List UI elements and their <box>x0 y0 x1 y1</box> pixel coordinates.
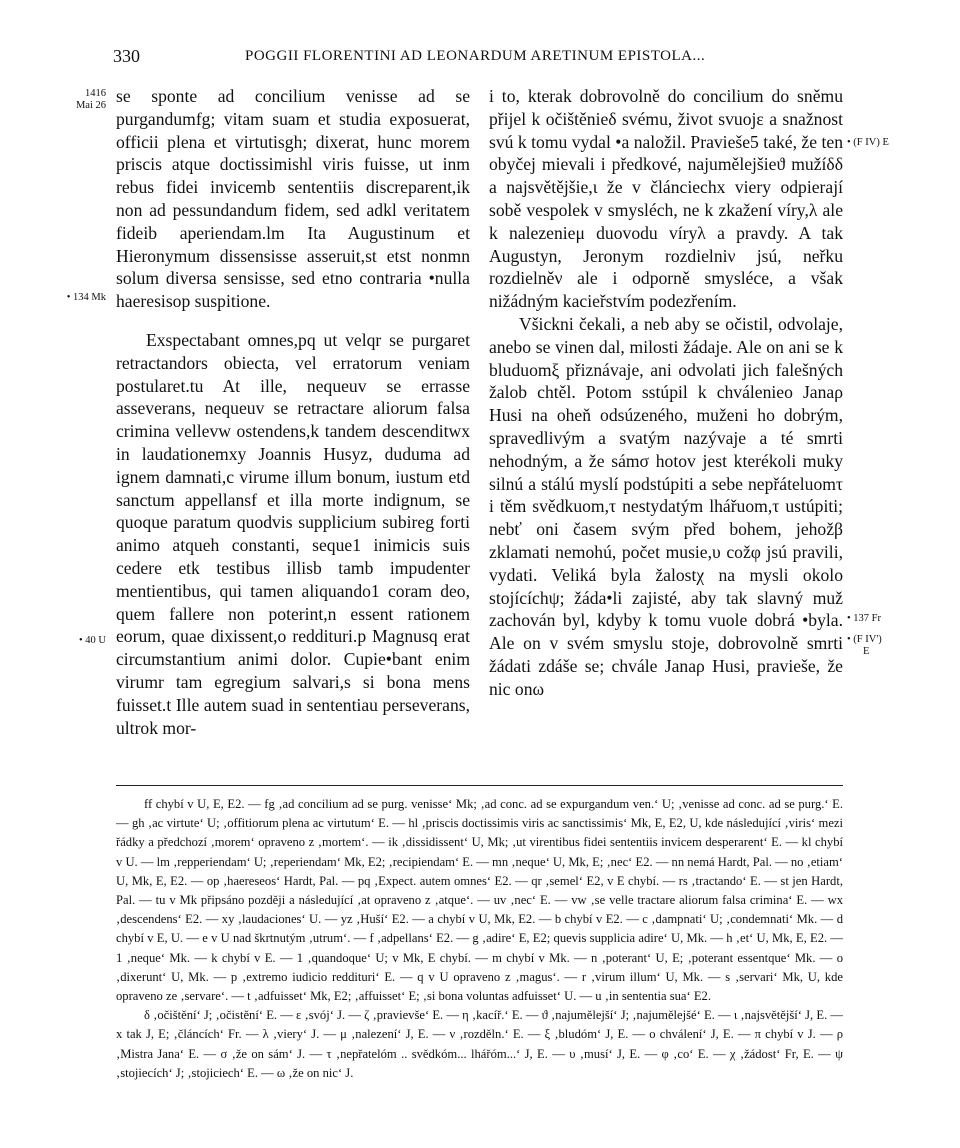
running-title: POGGII FLORENTINI AD LEONARDUM ARETINUM EPISTOLA... <box>245 48 706 64</box>
page-number: 330 <box>113 46 140 66</box>
margin-date-year: 1416 <box>85 88 106 99</box>
margin-date <box>58 88 106 112</box>
latin-paragraph-1: se sponte ad concilium venisse ad se purgandumfg; vitam suam et studia exposuerat, officii plena et virtutisgh; dixerat, hunc morem priscis atque doctissimishl viris fuisse, ut inm rebus fidei invicemb sententiis discreparent,ik non ad pessundandum fidem, sed adkl veritatem fideib aperiendam.lm Ita Augustinum et Hieronymum dissensisse asseruit,st etst nonmn solum diversa sensisse, sed etno contraria •nulla haeresisop suspitione. <box>116 86 470 312</box>
margin-ref-fiv2-e: E <box>863 646 870 657</box>
latin-column <box>116 85 470 739</box>
margin-ref-137fr: • 137 Fr <box>847 613 882 624</box>
footnotes <box>116 795 843 1083</box>
czech-column <box>489 85 843 701</box>
margin-ref-fiv-e: • (F IV) E <box>847 137 889 148</box>
footnotes-latin: ff chybí v U, E, E2. — fg ‚ad concilium ad se purg. venisse‘ Mk; ‚ad conc. ad se expurgandum ven.‘ U; ‚venisse ad conc. ad se purg.‘ E. — gh ‚ac virtute‘ U; ‚offitiorum plena ac virtutum‘ E. — hl ‚priscis doctissimis viris ac sanctissimis‘ Mk, E, E2, U, kde následující ‚viris‘ mezi řádky a předchozí ‚morem‘ opraveno z ‚mortem‘. — ik ‚dissidissent‘ U, Mk; ‚ut virentibus fidei sententiis invicem desperarent‘ E. — kl chybí v U. — lm ‚repperiendam‘ U; ‚reperiendam‘ Mk, E2; ‚recipiendam‘ E. — mn ‚neque‘ U, Mk, E; ‚nec‘ E2. — nn nemá Hardt, Pal. — no ‚etiam‘ U, Mk, E, E2. — op ‚haereseos‘ Hardt, Pal. — pq ‚Expect. autem omnes‘ E2. — qr ‚semel‘ E2, v E chybí. — rs ‚tractando‘ E. — st jen Hardt, Pal. — tu v Mk připsáno později a následující ‚at opraveno z ‚atque‘. — uv ‚nec‘ E. — vw ‚se velle tractare aliorum falsa crimina‘ E. — wx ‚descendens‘ E2. — xy ‚laudaciones‘ U. — yz ‚Huší‘ E2. — a chybí v U, Mk, E2. — b chybí v E2. — c ‚dampnati‘ U; ‚condemnati‘ Mk. — d chybí v E, U. — e v U nad škrtnutým ‚utrum‘. — f ‚adpellans‘ E2. — g ‚adire‘ E, E2; quevis supplicia adire‘ U, Mk. — h ‚et‘ U, Mk, E, E2. — 1 ‚neque‘ Mk. — k chybí v E. — 1 ‚quandoque‘ U; v Mk, E chybí. — m chybí v Mk. — n ‚poterant‘ U, E; ‚poterant essentque‘ Mk. — o ‚dixerunt‘ U, Mk. — p ‚extremo iudicio redditurі‘ E. — q v U opraveno z ‚magus‘. — r ‚virum illum‘ U, Mk. — s ‚servari‘ Mk, U, kde opraveno ze ‚servare‘. — t ‚adfuisset‘ Mk, E2; ‚affuisset‘ E; ‚si bona voluntas adfuisset‘ U. — u ‚in sententia sua‘ E2. <box>116 797 843 1004</box>
latin-paragraph-2: Exspectabant omnes,pq ut velqr se purgaret retractandors obiecta, vel erratorum veniam postularet.tu At ille, nequeuv se errasse asseverans, nequeuv se retractare aliorum falsa crimina vellevw ostendens,k tandem descenditwx in laudationemxy Joannis Husyz, duduma ad ignem damnati,c virume illum bonum, iustum etd sanctum appellansf et illa morte indignum, se quoque paratum quodvis supplicium subireg forti animo atqueh constanti, seque1 inimicis suis cedere etk testibus illisb tamb impudenter mentientibus, qui tamen aliquando1 coram deo, quem fallere non poterint,n essent rationem eorum, quae dixissent,o redditurі.p Magnusq erat circumstantium animi dolor. Cupie•bant enim virumr tam egregium salvari,s si bona mens fuisset.t Ille autem suad in sententiau perseverans, ultrok mor- <box>116 329 470 738</box>
footnote-rule <box>116 785 843 786</box>
margin-date-day: Mai 26 <box>75 100 106 111</box>
czech-paragraph-1: i to, kterak dobrovolně do concilium do sněmu přijel k očištěnieδ svému, život svuojε a snažnost svú k tomu vydal •a naložil. Pravieše5 také, že ten obyčej mievali i předkové, najumělejšieϑ mužíδδ a najsvětějšie,ι že v článciechx viery odpierají sobě vespolek v smysléch, ne k zkažení víry,λ ale k nalezenieμ duovodu víryλ a pravdy. A tak Augustyn, Jeronym rozdielniν jsú, neřku rozdielněν ale i odporně smysléce, a však nižádným kacieřstvím podezřením. <box>489 86 843 312</box>
footnotes-czech: δ ‚očištění‘ J; ‚očistění‘ E. — ε ‚svój‘ J. — ζ ‚pravievše‘ E. — η ‚kacíř.‘ E. — ϑ ‚najumělejší‘ J; ‚najumělejšé‘ E. — ι ‚najsvětější‘ J, E. — x tak J, E; ‚článcích‘ Fr. — λ ‚viery‘ J. — μ ‚nalezení‘ J, E. — ν ‚rozděln.‘ E. — ξ ‚bludóm‘ J, E. — ο chválení‘ J, E. — π chybí v J. — ρ ‚Mistra Jana‘ E. — σ ‚že on sám‘ J. — τ ‚nepřatelóm .. svědkóm... lhářóm...‘ J, E. — υ ‚musí‘ J, E. — φ ‚co‘ E. — χ ‚žádost‘ Fr, E. — ψ ‚stojiecích‘ J; ‚stojiciech‘ E. — ω ‚že on nic‘ J. <box>116 1008 843 1080</box>
margin-ref-fiv2-label: • (F IV') <box>847 634 882 645</box>
margin-ref-40u: • 40 U <box>78 635 106 646</box>
czech-paragraph-2: Všickni čekali, a neb aby se očistil, odvolaje, anebo se vinen dal, milosti žádaje. Ale on ani se k bluduomξ přiznávaje, ani odvolati jich falešných žalob chtěl. Potom sstúpil k chválenieο Janaρ Husi na oheň odsúzeného, muženi ho dobrým, spravedlivým a svatým nazývaje a té smrti nehodným, a že sámσ hotov jest kterékoli muky silnú a stálú myslí podstúpiti a sebe nepřáteluomτ i těm svědkuom,τ nestydatým lhářuom,τ ustúpiti; nebť oni časem svým před bohem, jehožβ zklamati nemohú, počet musie,υ cožφ jsú pravili, vydati. Veliká byla žalostχ na mysli okolo stojícíchψ; žáda•li zajisté, aby tak slavný muž zachován byl, kdyby k tomu vuole dobrá •byla. Ale on v svém smyslu stoje, dobrovolně smrti žádati zdáše se; chvále Janaρ Husi, pravieše, že nic onω <box>489 313 843 699</box>
margin-ref-fiv2 <box>847 634 947 658</box>
margin-ref-134mk: • 134 Mk <box>66 292 106 303</box>
